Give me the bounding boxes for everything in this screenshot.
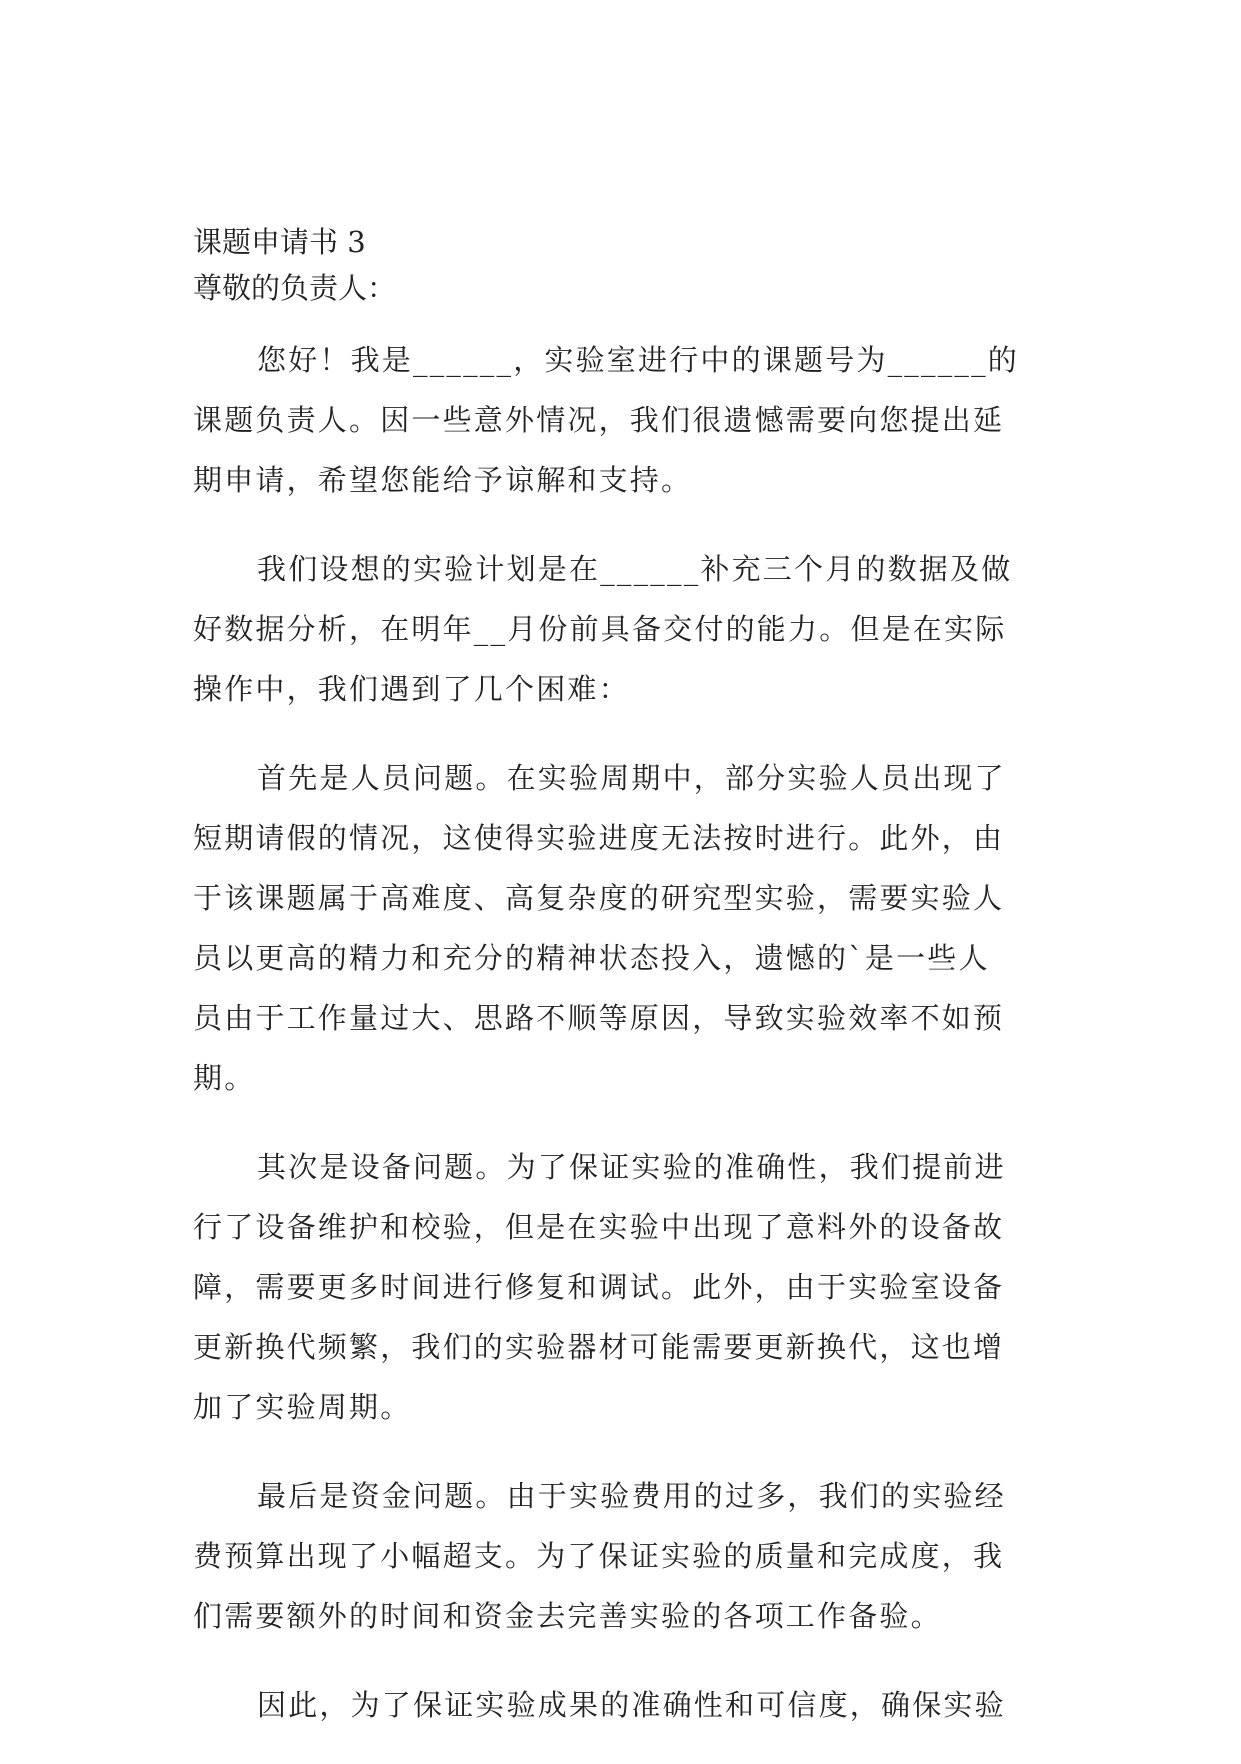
- salutation: 尊敬的负责人：: [193, 271, 397, 305]
- paragraph-greeting: [193, 330, 1053, 510]
- paragraph-personnel: [193, 748, 1053, 1108]
- paragraph-line: 员以更高的精力和充分的精神状态投入，遗憾的`是一些人: [193, 941, 990, 975]
- paragraph-line: 费预算出现了小幅超支。为了保证实验的质量和完成度，我: [193, 1539, 1005, 1573]
- paragraph-line: 其次是设备问题。为了保证实验的准确性，我们提前进: [257, 1150, 1006, 1184]
- paragraph-line: 期。: [193, 1061, 256, 1095]
- paragraph-line: 障，需要更多时间进行修复和调试。此外，由于实验室设备: [193, 1270, 1005, 1304]
- paragraph-conclusion: [193, 1675, 1053, 1735]
- paragraph-line: 我们设想的实验计划是在______补充三个月的数据及做: [257, 552, 1013, 586]
- paragraph-line: 因此，为了保证实验成果的准确性和可信度，确保实验: [257, 1688, 1006, 1722]
- paragraph-funding: [193, 1466, 1053, 1646]
- paragraph-line: 课题负责人。因一些意外情况，我们很遗憾需要向您提出延: [193, 403, 1005, 437]
- paragraph-line: 于该课题属于高难度、高复杂度的研究型实验，需要实验人: [193, 881, 1005, 915]
- paragraph-line: 们需要额外的时间和资金去完善实验的各项工作备验。: [193, 1599, 942, 1633]
- paragraph-line: 期申请，希望您能给予谅解和支持。: [193, 463, 693, 497]
- paragraph-line: 加了实验周期。: [193, 1390, 412, 1424]
- paragraph-line: 员由于工作量过大、思路不顺等原因，导致实验效率不如预: [193, 1001, 1005, 1035]
- paragraph-line: 最后是资金问题。由于实验费用的过多，我们的实验经: [257, 1479, 1006, 1513]
- paragraph-line: 好数据分析，在明年__月份前具备交付的能力。但是在实际: [193, 612, 1007, 646]
- paragraph-line: 您好！我是______，实验室进行中的课题号为______的: [257, 343, 1020, 377]
- paragraph-line: 短期请假的情况，这使得实验进度无法按时进行。此外，由: [193, 821, 1005, 855]
- document-page: [193, 222, 1053, 1764]
- paragraph-line: 首先是人员问题。在实验周期中，部分实验人员出现了: [257, 761, 1006, 795]
- paragraph-line: 更新换代频繁，我们的实验器材可能需要更新换代，这也增: [193, 1330, 1005, 1364]
- paragraph-line: 操作中，我们遇到了几个困难：: [193, 672, 630, 706]
- document-title: 课题申请书 3: [193, 225, 366, 259]
- paragraph-equipment: [193, 1137, 1053, 1437]
- paragraph-plan: [193, 539, 1053, 719]
- paragraph-line: 行了设备维护和校验，但是在实验中出现了意料外的设备故: [193, 1210, 1005, 1244]
